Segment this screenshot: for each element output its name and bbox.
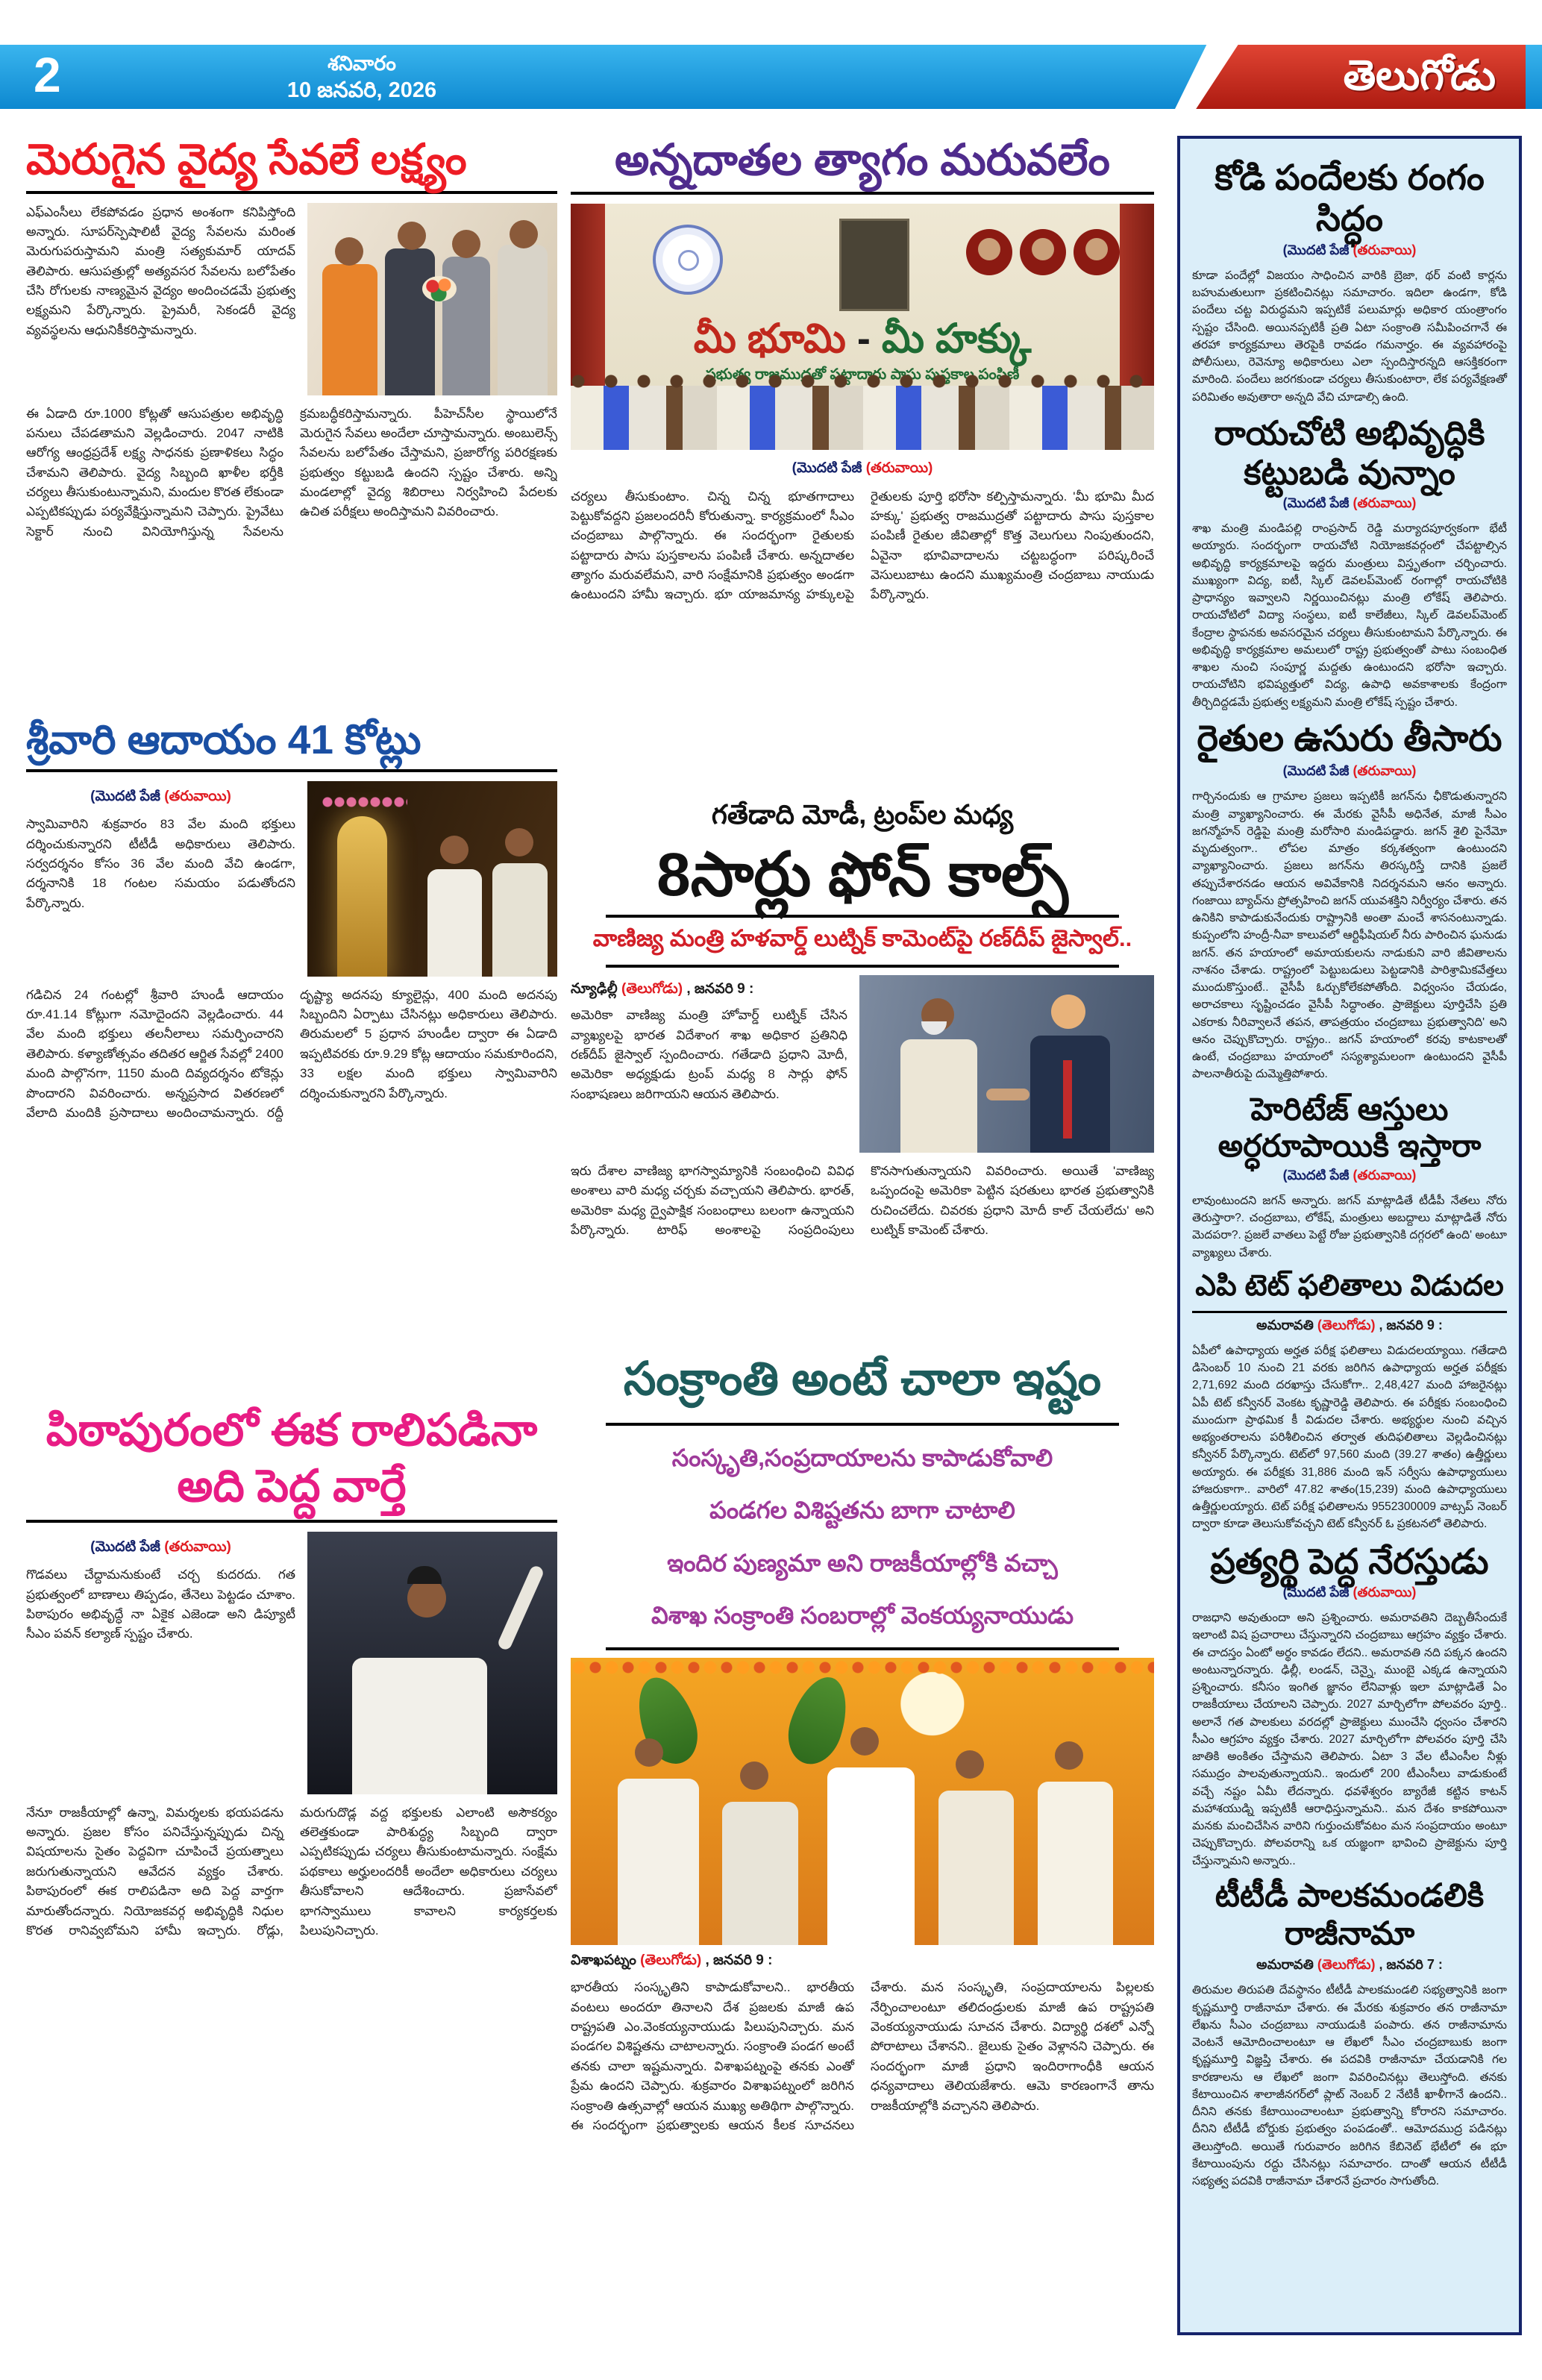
phonecalls-kicker: గతేడాది మోడీ, ట్రంప్‌ల మధ్య	[711, 798, 1014, 830]
continuation-tag: (మొదటి పేజీ (తరువాయి)	[792, 460, 933, 476]
crowd-shape	[571, 386, 1154, 450]
phonecalls-dateline: న్యూఢిల్లీ (తెలుగోడు) , జనవరి 9 :	[571, 980, 754, 997]
page-number: 2	[34, 47, 61, 102]
pratyarthi-body: రాజధాని అవుతుందా అని ప్రశ్నించారు. అమరావతిని దెబ్బతీసేందుకే ఇలాంటి విష ప్రచారాలు చేస్తున్నారని చంద్రబాబు ఆగ్రహం వ్యక్తం చేశారు. ఈ చాదస్తం ఏంటో అర్థం కావడం లేదని.. అమరావతి నది పక్కన ఉందని అంటున్నారన్నారు. ఢిల్లీ, లండన్, చెన్నై, ముంబై ఎక్కడ ఉన్నాయని ప్రశ్నించారు. కనీసం ఇంగిత జ్ఞానం లేనివాళ్లు ఇలా మాట్లాడితే ఏం రాజకీయాలు చేయాలని చెప్పారు. 2027 మార్చిలోగా పోలవరం పూర్తి.. అలానే గత పాలకులు వరదల్లో ప్రాజెక్టులు ముంచేసి ధ్వంసం చేశారని సీఎం ఆగ్రహం వ్యక్తం చేశారు. 2027 మార్చిలోగా పోలవరం పూర్తి చేసి జాతికి అంకితం చేస్తామని తెలిపారు. ఏటా 3 వేల టీఎంసీల నీళ్లు సముద్రం పాలవుతున్నాయని.. ఇందులో 200 టీఎంసీలు వాడుకుంటే వచ్చే నష్టం ఏమీ లేదన్నారు. ధవళేశ్వరం బ్యారేజీ కట్టిన కాటన్ మహాశయుడ్ని ఇప్పటికీ ఆరాధిస్తున్నామని.. మన దేశం కాకపోయినా మనకు మంచిచేసిన వారిని గుర్తుంచుకోవటం మన సంప్రదాయం అంటూ చెప్పుకొచ్చారు. పోలవరాన్ని ఒక యజ్ఞంగా భావించి ప్రాజెక్టును పూర్తి చేస్తున్నామని అన్నారు..	[1192, 1612, 1507, 1867]
srivari-photo	[307, 781, 557, 977]
article-srivari-body: గడిచిన 24 గంటల్లో శ్రీవారి హుండీ ఆదాయం రూ.41.14 కోట్లుగా నమోదైందని వెల్లడించారు. 44 వేల మంది భక్తులు తలనీలాలు సమర్పించారని తెలిపారు. కళ్యాణోత్సవం తదితర ఆర్జిత సేవల్లో 2400 మంది పాల్గొనగా, 1150 మంది దివ్యదర్శనం టోకెన్లు పొందారని వివరించారు. అన్నప్రసాద వితరణలో వేలాది మందికి ప్రసాదాలు అందించామన్నారు. రద్దీ దృష్ట్యా అదనపు క్యూలైన్లు, 400 మంది అదనపు సిబ్బందిని ఏర్పాటు చేసినట్లు అధికారులు తెలిపారు. తిరుమలలో 5 ప్రధాన హుండీల ద్వారా ఈ ఏడాది ఇప్పటివరకు రూ.9.29 కోట్ల ఆదాయం సమకూరిందని, 33 లక్షల మంది భక్తులు స్వామివారిని దర్శించుకున్నారని పేర్కొన్నారు.	[26, 987, 557, 1120]
ttd-body: తిరుమల తిరుపతి దేవస్థానం టీటీడీ పాలకమండలి సభ్యత్వానికి జంగా కృష్ణమూర్తి రాజీనామా చేశారు. ఈ మేరకు శుక్రవారం తన రాజీనామా లేఖను సీఎం చంద్రబాబు నాయుడుకి పంపారు. తన రాజీనామాను వెంటనే ఆమోదించాలంటూ ఆ లేఖలో సీఎం చంద్రబాబుకు జంగా కృష్ణమూర్తి విజ్ఞప్తి చేశారు. ఈ పదవికి రాజీనామా చేయడానికి గల కారణాలను ఆ లేఖలో జంగా వివరించినట్లు తెలుస్తోంది. తనకు కేటాయించిన శాలాజీనగర్‌లో ప్లాట్ నెంబర్ 2 నేటికీ ఖాళీగానే ఉందని.. దీనిని తనకు కేటాయించాలంటూ ప్రభుత్వాన్ని కోరారని సమాచారం. దీనిని టీటీడీ బోర్డుకు ప్రభుత్వం పంపడంతో.. ఆమోదముద్ర పడినట్లు తెలుస్తోంది. అయితే గురువారం జరిగిన కేబినెట్ భేటీలో ఈ భూ కేటాయింపును రద్దు చేసినట్లు సమాచారం. దాంతో ఆయన టీటీడీ సభ్యత్వ పదవికి రాజీనామా చేశారనే ప్రచారం సాగుతోంది.	[1192, 1984, 1507, 2188]
tet-headline: ఎపి టెట్ ఫలితాలు విడుదల	[1192, 1269, 1507, 1313]
phonecalls-lead: అమెరికా వాణిజ్య మంత్రి హోవార్డ్ లుట్నిక్ చేసిన వ్యాఖ్యలపై భారత విదేశాంగ శాఖ అధికార ప్రతినిధి రణ్‌దీప్ జైస్వాల్ స్పందించారు. గతేడాది ప్రధాని మోదీ, అమెరికా అధ్యక్షుడు ట్రంప్ మధ్య 8 సార్లు ఫోన్ సంభాషణలు జరిగాయని ఆయన తెలిపారు.	[571, 1008, 847, 1101]
sankranti-body: భారతీయ సంస్కృతిని కాపాడుకోవాలని.. భారతీయ వంటలు అందరూ తినాలని దేశ ప్రజలకు మాజీ ఉప రాష్ట్రపతి ఎం.వెంకయ్యనాయుడు పిలుపునిచ్చారు. మన పండగల విశిష్టతను చాటాలన్నారు. సంక్రాంతి పండగ అంటే తనకు చాలా ఇష్టమన్నారు. విశాఖపట్నంపై తనకు ఎంతో ప్రేమ ఉందని చెప్పారు. శుక్రవారం విశాఖపట్నంలో జరిగిన సంక్రాంతి ఉత్సవాల్లో ఆయన ముఖ్య అతిథిగా పాల్గొన్నారు. ఈ సందర్భంగా ప్రభుత్వాలకు ఆయన కీలక సూచనలు చేశారు. మన సంస్కృతి, సంప్రదాయాలను పిల్లలకు నేర్పించాలంటూ తలిదండ్రులకు మాజీ ఉప రాష్ట్రపతి వెంకయ్యనాయుడు సూచన చేశారు. విద్యార్థి దశలో ఎన్నో పోరాటాలు చేశానని.. జైలుకు సైతం వెళ్లానని చెప్పారు. ఈ సందర్భంగా మాజీ ప్రధాని ఇందిరాగాంధీకి ఆయన ధన్యవాదాలు తెలియజేశారు. ఆమె కారణంగానే తాను రాజకీయాల్లోకి వచ్చానని తెలిపారు.	[571, 1980, 1154, 2132]
brand-name: తెలుగోడు	[1343, 51, 1496, 98]
medical-photo	[307, 203, 557, 395]
portrait-badge	[966, 229, 1012, 275]
brand-logo	[1175, 45, 1526, 109]
bouquet-shape	[422, 276, 457, 301]
tet-body: ఏపీలో ఉపాధ్యాయ అర్హత పరీక్ష ఫలితాలు విడుదలయ్యాయి. గతేడాది డిసెంబర్ 10 నుంచి 21 వరకు జరిగిన ఉపాధ్యాయ అర్హత పరీక్షకు 2,71,692 మంది దరఖాస్తు చేసుకోగా.. 2,48,427 మంది హాజరైనట్లు ఏపీ టెట్ కన్వీనర్ వెంకట కృష్ణారెడ్డి తెలిపారు. ఈ పరీక్షకు సంబంధించి ముందుగా ప్రాథమిక కీ విడుదల చేశారు. అభ్యర్థుల నుంచి వచ్చిన అభ్యంతరాలను పరిశీలించిన తర్వాత తుదిఫలితాలు వెల్లడించినట్లు కన్వీనర్ పేర్కొన్నారు. టెట్‌లో 97,560 మంది (39.27 శాతం) ఉత్తీర్ణులు అయ్యారు. ఈ పరీక్షకు 31,886 మంది ఇన్ సర్వీసు ఉపాధ్యాయులు హాజరుకాగా.. వారిలో 47.82 శాతం(15,239) మంది ఉపాధ్యాయులు ఉత్తీర్ణులయ్యారు. టెట్ పరీక్ష ఫలితాలను 9552300009 వాట్సప్ నెంబర్ ద్వారా కూడా తెలుసుకోవచ్చని టెట్ కన్వీనర్ ఓ ప్రకటనలో తెలిపారు.	[1192, 1344, 1507, 1531]
continuation-tag: (మొదటి పేజీ (తరువాయి)	[1282, 242, 1417, 257]
sankranti-dateline: విశాఖపట్నం (తెలుగోడు) , జనవరి 9 :	[571, 1952, 773, 1969]
article-srivari-headline: శ్రీవారి ఆదాయం 41 కోట్లు	[26, 715, 421, 762]
article-tet	[1192, 1269, 1507, 1533]
phonecalls-body: ఇరు దేశాల వాణిజ్య భాగస్వామ్యానికి సంబంధించి వివిధ అంశాలు వారి మధ్య చర్చకు వచ్చాయని తెలిపారు. భారత్, అమెరికా మధ్య ద్వైపాక్షిక సంబంధాలు బలంగా ఉన్నాయని పేర్కొన్నారు. టారిఫ్ అంశాలపై సంప్రదింపులు కొనసాగుతున్నాయని వివరించారు. అయితే 'వాణిజ్య ఒప్పందంపై అమెరికా పెట్టిన షరతులు భారత ప్రభుత్వానికి రుచించలేదు. చివరకు ప్రధాని మోదీ కాల్ చేయలేదు' అని లుట్నిక్ కామెంట్ చేశారు.	[571, 1163, 1154, 1237]
sankranti-subhead-line: సంస్కృతి,సంప్రదాయాలను కాపాడుకోవాలి	[671, 1444, 1053, 1471]
divider	[606, 965, 1119, 968]
continuation-tag: (మొదటి పేజీ (తరువాయి)	[1282, 1585, 1417, 1600]
article-pithapuram	[26, 1402, 557, 2176]
phonecalls-headline: 8సార్లు ఫోన్ కాల్స్	[656, 840, 1068, 909]
portrait-badge	[1074, 229, 1120, 275]
pawan-kalyan-photo	[307, 1532, 557, 1794]
masthead	[0, 45, 1542, 109]
divider	[571, 192, 1154, 195]
divider	[26, 191, 557, 194]
article-srivari	[26, 716, 557, 1374]
pratyarthi-headline: ప్రత్యర్థి పెద్ద నేరస్తుడు	[1210, 1541, 1489, 1581]
article-medical-headline: మెరుగైన వైద్య సేవలే లక్ష్యం	[26, 136, 467, 184]
rayachoti-body: శాఖ మంత్రి మండిపల్లి రాంప్రసాద్ రెడ్డి మర్యాదపూర్వకంగా భేటీ అయ్యారు. సందర్భంగా రాయచోటి నియోజకవర్గంలో చేపట్టాల్సిన అభివృద్ధి కార్యక్రమాలపై ఇద్దరు మంత్రులు విస్తృతంగా చర్చించారు. ముఖ్యంగా విద్య, ఐటీ, స్కిల్ డెవలప్‌మెంట్ రంగాల్లో రాయచోటికి ప్రాధాన్యం ఇవ్వాలని నిర్ణయించినట్లు మంత్రి లోకేష్ తెలిపారు. రాయచోటిలో విద్యా సంస్థలు, ఐటీ కాలేజీలు, స్కిల్ డెవలప్‌మెంట్ కేంద్రాల స్థాపనకు అవసరమైన చర్యలు తీసుకుంటామని పేర్కొన్నారు. ఈ అభివృద్ధి కార్యక్రమాల అమలులో రాష్ట్ర ప్రభుత్వంతో పాటు సంబంధిత శాఖల నుంచి సంపూర్ణ మద్దతు ఉంటుందని భరోసా ఇచ్చారు. రాయచోటిని భవిష్యత్తులో విద్య, ఉపాధి అవకాశాలకు కేంద్రంగా తీర్చిదిద్దడమే ప్రభుత్వ లక్ష్యమని మంత్రి లోకేష్ స్పష్టం చేశారు.	[1192, 522, 1507, 709]
phonecalls-subhead: వాణిజ్య మంత్రి హళవార్డ్ లుట్నిక్ కామెంట్‌పై రణ్‌దీప్ జైస్వాల్..	[592, 924, 1132, 951]
article-kodi-pandelu	[1192, 157, 1507, 406]
article-srivari-lead-wrap	[26, 781, 295, 977]
date-block	[201, 51, 522, 104]
banner-title: మీ భూమి - మీ హక్కు	[693, 316, 1032, 361]
divider	[606, 915, 1119, 918]
heritage-body: లావుంటుందని జగన్ అన్నారు. జగన్ మాట్లాడితే టీడీపీ నేతలు నోరు తెరుస్తారా?. చంద్రబాబు, లోకేష్, మంత్రులు అబద్దాలు మాట్లాడితే నోరు మెదపరా?. ప్రజలే వాతలు పెట్టే రోజు ప్రభుత్వానికి దగ్గరలో ఉంది' అంటూ వ్యాఖ్యలు చేశారు.	[1192, 1194, 1507, 1259]
article-pratyarthi	[1192, 1541, 1507, 1870]
article-srivari-lead: స్వామివారిని శుక్రవారం 83 వేల మంది భక్తులు దర్శించుకున్నారని టీటీడీ అధికారులు తెలిపారు. సర్వదర్శనం కోసం 36 వేల మంది వేచి ఉండగా, దర్శనానికి 18 గంటల సమయం పడుతోందని పేర్కొన్నారు.	[26, 817, 295, 910]
article-pithapuram-lead: గొడవలు చేద్దామనుకుంటే చర్చ కుదరదు. గత ప్రభుత్వంలో బాణాలు తిప్పడం, తేనెలు పెట్టడం చూశాం. పిఠాపురం అభివృద్ధే నా ఏకైక ఎజెండా అని డిప్యూటీ సీఎం పవన్ కల్యాణ్ స్పష్టం చేశారు.	[26, 1568, 295, 1641]
article-raithula	[1192, 718, 1507, 1083]
day-label: శనివారం	[327, 52, 396, 75]
continuation-tag: (మొదటి పేజీ (తరువాయి)	[90, 788, 231, 804]
heritage-headline: హెరిటేజ్ ఆస్తులు అర్ధరూపాయికి ఇస్తారా	[1217, 1091, 1482, 1164]
sankranti-subheads	[571, 1432, 1154, 1642]
article-medical-lead: ఎఫ్ఎంసీలు లేకపోవడం ప్రధాన అంశంగా కనిపిస్తోంది అన్నారు. సూపర్‌స్పెషాలిటీ వైద్య సేవలను మరింత మెరుగుపరుస్తామని మంత్రి సత్యకుమార్ యాదవ్ తెలిపారు. ఆసుపత్రుల్లో అత్యవసర సేవలను బలోపేతం చేసి రోగులకు నాణ్యమైన వైద్యం అందించడమే ప్రభుత్వ లక్ష్యమని పేర్కొన్నారు. ప్రైమరీ, సెకండరీ వైద్య వ్యవస్థలను ఆధునికీకరిస్తామన్నారు.	[26, 204, 295, 337]
rayachoti-headline: రాయచోటి అభివృద్ధికి కట్టుబడి వున్నాం	[1214, 413, 1485, 492]
kodi-body: కూడా పందేల్లో విజయం సాధించిన వారికి బ్రెజా, థర్ వంటి కార్లను బహుమతులుగా ప్రకటించినట్లు సమాచారం. ఇదిలా ఉండగా, కోడి పందేలు చట్ట విరుద్ధమని ఇప్పటికే పలుమార్లు అధికార యంత్రాంగం స్పష్టం చేసింది. అయినప్పటికీ ప్రతి ఏటా సంక్రాంతి సమీపించగానే ఈ తరహా కార్యక్రమాలు తెరపైకి రావడం గమనార్హం. ఈ వ్యవహారంపై పోలీసులు, రెవెన్యూ అధికారులు ఎలా స్పందిస్తారన్నది ఆసక్తికరంగా మారింది. పందేలు జరగకుండా చర్యలు తీసుకుంటారా, లేక పర్యవేక్షణతో పరిమితం అవుతారా అన్నది వేచి చూడాల్సి ఉంది.	[1192, 269, 1507, 404]
sankranti-photo	[571, 1658, 1154, 1945]
article-sankranti	[571, 1353, 1154, 2277]
ttd-dateline: అమరావతి (తెలుగోడు) , జనవరి 7 :	[1256, 1957, 1443, 1973]
kodi-headline: కోడి పందేలకు రంగం సిద్ధం	[1215, 157, 1485, 239]
tet-dateline: అమరావతి (తెలుగోడు) , జనవరి 9 :	[1256, 1317, 1443, 1333]
deity-shape	[337, 816, 387, 977]
article-annadata	[571, 136, 1154, 786]
divider	[606, 1647, 1119, 1650]
modi-trump-photo	[859, 975, 1154, 1153]
left-column	[26, 136, 557, 2355]
ttd-headline: టీటీడీ పాలకమండలికి రాజీనామా	[1215, 1877, 1485, 1952]
sankranti-subhead-line: ఇందిర పుణ్యమా అని రాజకీయాల్లోకి వచ్చా	[667, 1549, 1058, 1576]
passbook-shape	[839, 219, 909, 311]
divider	[26, 1520, 557, 1523]
raithula-body: గార్చినందుకు ఆ గ్రామాల ప్రజలు ఇప్పటికీ జగన్‌ను ఛీకొడుతున్నారని మంత్రి వ్యాఖ్యానించారు. ఈ మేరకు వైసీపీ అధినేత, మాజీ సీఎం జగన్మోహన్ రెడ్డిపై మంత్రి మరోసారి మండిపడ్డారు. జగన్ శైలి పైనేమో మృదుత్వంగా.. లోపల మాత్రం కర్కశత్వంగా ఉంటుందని వ్యాఖ్యానించారు. ప్రజలు జగన్‌ను తిరస్కరిస్తే దానికి ప్రజలే తప్పుచేశారనడం ఆయన అవివేకానికి నిదర్శనమని ఆనం అన్నారు. గంజాయి బ్యాచ్‌ను ప్రోత్సహించి జగన్ యువశక్తిని నిర్వీర్యం చేశారు. తన ఉనికిని కాపాడుకునేందుకు రాష్ట్రానికి అంతా మంచే శాసనంటున్నాడు. కుప్పంలోని హంద్రీ-నీవా కాలువలో ఆర్టిఫీషియల్ నీరు పారించిన ఘనుడు జగన్. తన హయాంలో అమాయకులను నాడుకుని వారి జీవితాలను నాశనం చేశాడు. రాష్ట్రంలో పెట్టుబడులు పెట్టడానికి పారిశ్రామికవేత్తలు ముందుకొస్తుంటే.. వైసీపీ ఓర్చుకోలేకపోతోంది. విధ్వంసం చేయడం, అరాచకాలు సృష్టించడం వైసీపీ సిద్ధాంతం. ప్రాజెక్టులు పూర్తిచేసి ప్రతి ఎకరాకు నీరివ్వాలనే తపన, తాపత్రయం చంద్రబాబు ప్రభుత్వానిది' అని ఆనం చెప్పుకొచ్చారు. రాష్ట్రం.. జగన్ హయాంలో కరవు కాటకాలతో ఉంటే, చంద్రబాబు హయాంలో సస్యశ్యామలంగా ఉంటుందని వైసీపీ పాలనాతీరుపై దుమ్మెత్తిపోశారు.	[1192, 790, 1507, 1081]
article-heritage	[1192, 1091, 1507, 1262]
article-medical	[26, 136, 557, 688]
article-annadata-body: చర్యలు తీసుకుంటాం. చిన్న చిన్న భూతగాదాలు పెట్టుకోవద్దని ప్రజలందరినీ కోరుతున్నా. కార్యక్రమంలో సీఎం చంద్రబాబు పాల్గొన్నారు. ఈ సందర్భంగా రైతులకు పట్టాదారు పాసు పుస్తకాలను పంపిణీ చేశారు. అన్నదాతల త్యాగం మరువలేమని, వారి సంక్షేమానికి ప్రభుత్వం అండగా ఉంటుందని హామీ ఇచ్చారు. భూ యాజమాన్య హక్కులపై రైతులకు పూర్తి భరోసా కల్పిస్తామన్నారు. 'మీ భూమి మీద హక్కు' ప్రభుత్వ రాజముద్రతో పట్టాదారు పాసు పుస్తకాల పంపిణీ రైతుల జీవితాల్లో కొత్త వెలుగులు నింపుతుందని, ఏవైనా భూవివాదాలను చట్టబద్ధంగా పరిష్కరించే వెసులుబాటు ఉందని ముఖ్యమంత్రి చంద్రబాబు నాయుడు పేర్కొన్నారు.	[571, 489, 1154, 602]
continuation-tag: (మొదటి పేజీ (తరువాయి)	[1282, 763, 1417, 779]
article-ttd	[1192, 1877, 1507, 2190]
sankranti-subhead-line: విశాఖ సంక్రాంతి సంబరాల్లో వెంకయ్యనాయుడు	[651, 1602, 1074, 1629]
article-pithapuram-lead-wrap	[26, 1532, 295, 1794]
middle-column	[571, 136, 1154, 2355]
article-phonecalls	[571, 799, 1154, 1341]
mee-bhoomi-photo	[571, 204, 1154, 450]
article-annadata-headline: అన్నదాతల త్యాగం మరువలేం	[615, 136, 1110, 184]
continuation-tag: (మొదటి పేజీ (తరువాయి)	[1282, 1167, 1417, 1183]
right-news-box	[1177, 136, 1522, 2335]
article-medical-body: ఈ ఏడాది రూ.1000 కోట్లతో ఆసుపత్రుల అభివృద్ధి పనులు చేపడతామని వెల్లడించారు. 2047 నాటికి ఆరోగ్య ఆంధ్రప్రదేశ్ లక్ష్య సాధనకు ప్రణాళికలు సిద్ధం చేశామని తెలిపారు. వైద్య సిబ్బంది ఖాళీల భర్తీకి చర్యలు తీసుకుంటున్నామని, మందుల కొరత లేకుండా ఎప్పటికప్పుడు పర్యవేక్షిస్తున్నామని చెప్పారు. ప్రైవేటు సెక్టార్ నుంచి వినియోగిస్తున్న సేవలను క్రమబద్ధీకరిస్తామన్నారు. పీహెచ్‌సీల స్థాయిలోనే మెరుగైన సేవలు అందేలా చూస్తామన్నారు. అంబులెన్స్ సేవలను బలోపేతం చేస్తామని, ప్రజారోగ్య పరిరక్షణకు ప్రభుత్వం కట్టుబడి ఉందని స్పష్టం చేశారు. అన్ని మండలాల్లో వైద్య శిబిరాలు నిర్వహించి పేదలకు ఉచిత పరీక్షలు అందిస్తామని వివరించారు.	[26, 406, 557, 539]
sankranti-headline: సంక్రాంతి అంటే చాలా ఇష్టం	[623, 1353, 1102, 1405]
divider	[606, 1423, 1119, 1426]
continuation-tag: (మొదటి పేజీ (తరువాయి)	[90, 1538, 231, 1555]
date-label: 10 జనవరి, 2026	[286, 78, 437, 102]
divider	[26, 769, 557, 772]
continuation-tag: (మొదటి పేజీ (తరువాయి)	[1282, 495, 1417, 511]
article-pithapuram-headline: పిఠాపురంలో ఈక రాలిపడినా అది పెద్ద వార్తే	[46, 1404, 538, 1511]
gov-seal-shape	[653, 225, 723, 295]
phonecalls-lead-wrap	[571, 975, 847, 1153]
portrait-badge	[1020, 229, 1066, 275]
sankranti-subhead-line: పండగల విశిష్టతను బాగా చాటాలి	[709, 1497, 1015, 1524]
article-rayachoti	[1192, 413, 1507, 711]
article-pithapuram-body: నేనూ రాజకీయాల్లో ఉన్నా, విమర్శలకు భయపడను అన్నారు. ప్రజల కోసం పనిచేస్తున్నప్పుడు చిన్న విషయాలను సైతం పెద్దవిగా చూపించే ప్రయత్నాలు జరుగుతున్నాయని ఆవేదన వ్యక్తం చేశారు. పిఠాపురంలో ఈక రాలిపడినా అది పెద్ద వార్తగా మారుతోందన్నారు. నియోజకవర్గ అభివృద్ధికి నిధుల కొరత రానివ్వబోమని హామీ ఇచ్చారు. రోడ్లు, మరుగుదొడ్ల వద్ద భక్తులకు ఎలాంటి అసౌకర్యం తలెత్తకుండా పారిశుద్ధ్య సిబ్బంది ద్వారా ఎప్పటికప్పుడు చర్యలు తీసుకుంటామన్నారు. సంక్షేమ పథకాలు అర్హులందరికీ అందేలా అధికారులు చర్యలు తీసుకోవాలని ఆదేశించారు. ప్రజాసేవలో భాగస్వాములు కావాలని కార్యకర్తలకు పిలుపునిచ్చారు.	[26, 1805, 557, 1938]
raithula-headline: రైతుల ఉసురు తీసారు	[1197, 718, 1502, 759]
